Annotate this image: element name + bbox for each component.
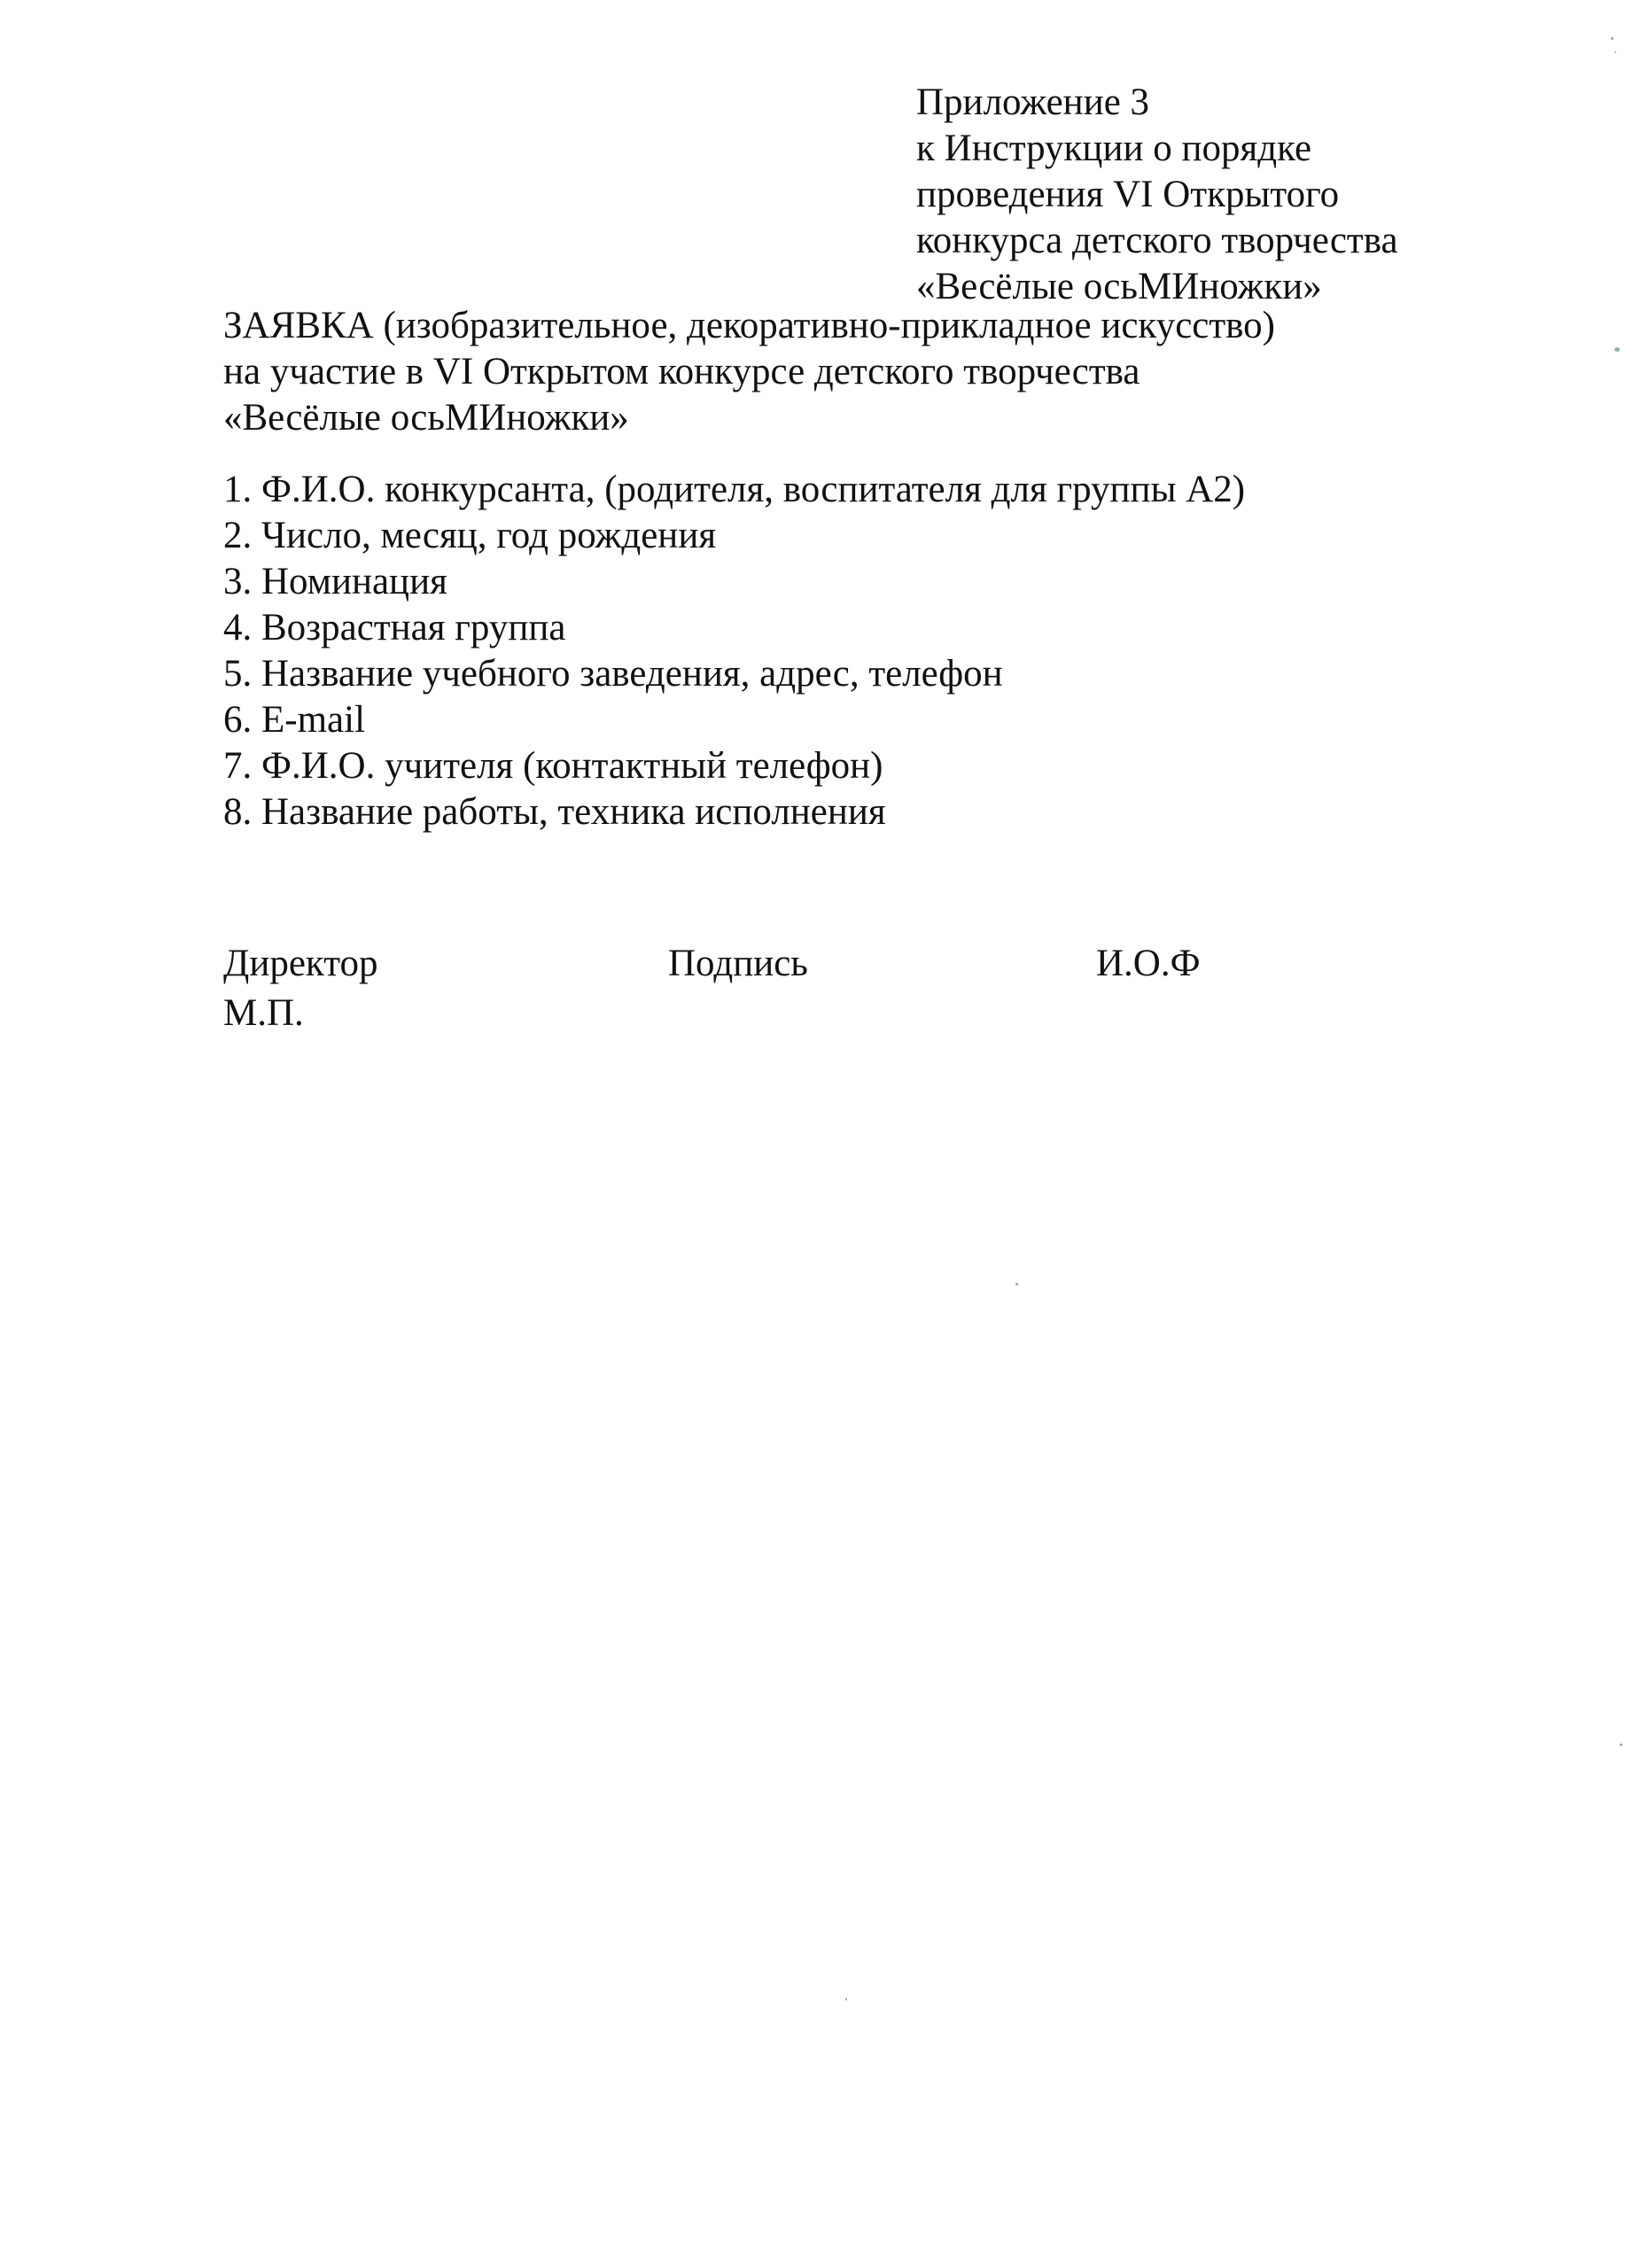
- field-item: 1. Ф.И.О. конкурсанта, (родителя, воспитателя для группы А2): [223, 469, 1246, 510]
- application-title: [223, 303, 1464, 441]
- scan-speck: [1015, 1283, 1018, 1285]
- signature-row: [223, 941, 1464, 987]
- initials-label: И.О.Ф: [1096, 943, 1201, 984]
- scan-speck: [1614, 51, 1616, 53]
- director-label: Директор: [223, 943, 378, 984]
- appendix-reference: [916, 80, 1590, 310]
- application-title-line: «Весёлые осьМИножки»: [223, 397, 629, 439]
- appendix-number: Приложение 3: [916, 82, 1150, 123]
- appendix-line: проведения VI Открытого: [916, 174, 1340, 215]
- field-item: 7. Ф.И.О. учителя (контактный телефон): [223, 745, 883, 787]
- field-item: 5. Название учебного заведения, адрес, телефон: [223, 653, 1003, 695]
- appendix-line: конкурса детского творчества: [916, 220, 1398, 261]
- appendix-line: к Инструкции о порядке: [916, 128, 1312, 169]
- scan-speck: [1620, 1744, 1622, 1746]
- field-item: 4. Возрастная группа: [223, 607, 566, 649]
- scan-speck: [1611, 37, 1614, 40]
- signature-label: Подпись: [668, 943, 808, 984]
- scan-speck: [1614, 347, 1620, 352]
- field-item: 3. Номинация: [223, 561, 447, 602]
- application-title-line: на участие в VI Открытом конкурсе детского творчества: [223, 351, 1140, 392]
- field-item: 6. E-mail: [223, 699, 366, 741]
- field-item: 8. Название работы, техника исполнения: [223, 791, 886, 833]
- application-title-line: ЗАЯВКА (изобразительное, декоративно-прикладное искусство): [223, 305, 1275, 346]
- application-fields-list: [223, 467, 1464, 835]
- stamp-place-label: М.П.: [223, 992, 304, 1034]
- scan-speck: [845, 1998, 847, 2000]
- appendix-line: «Весёлые осьМИножки»: [916, 266, 1322, 307]
- field-item: 2. Число, месяц, год рождения: [223, 515, 717, 556]
